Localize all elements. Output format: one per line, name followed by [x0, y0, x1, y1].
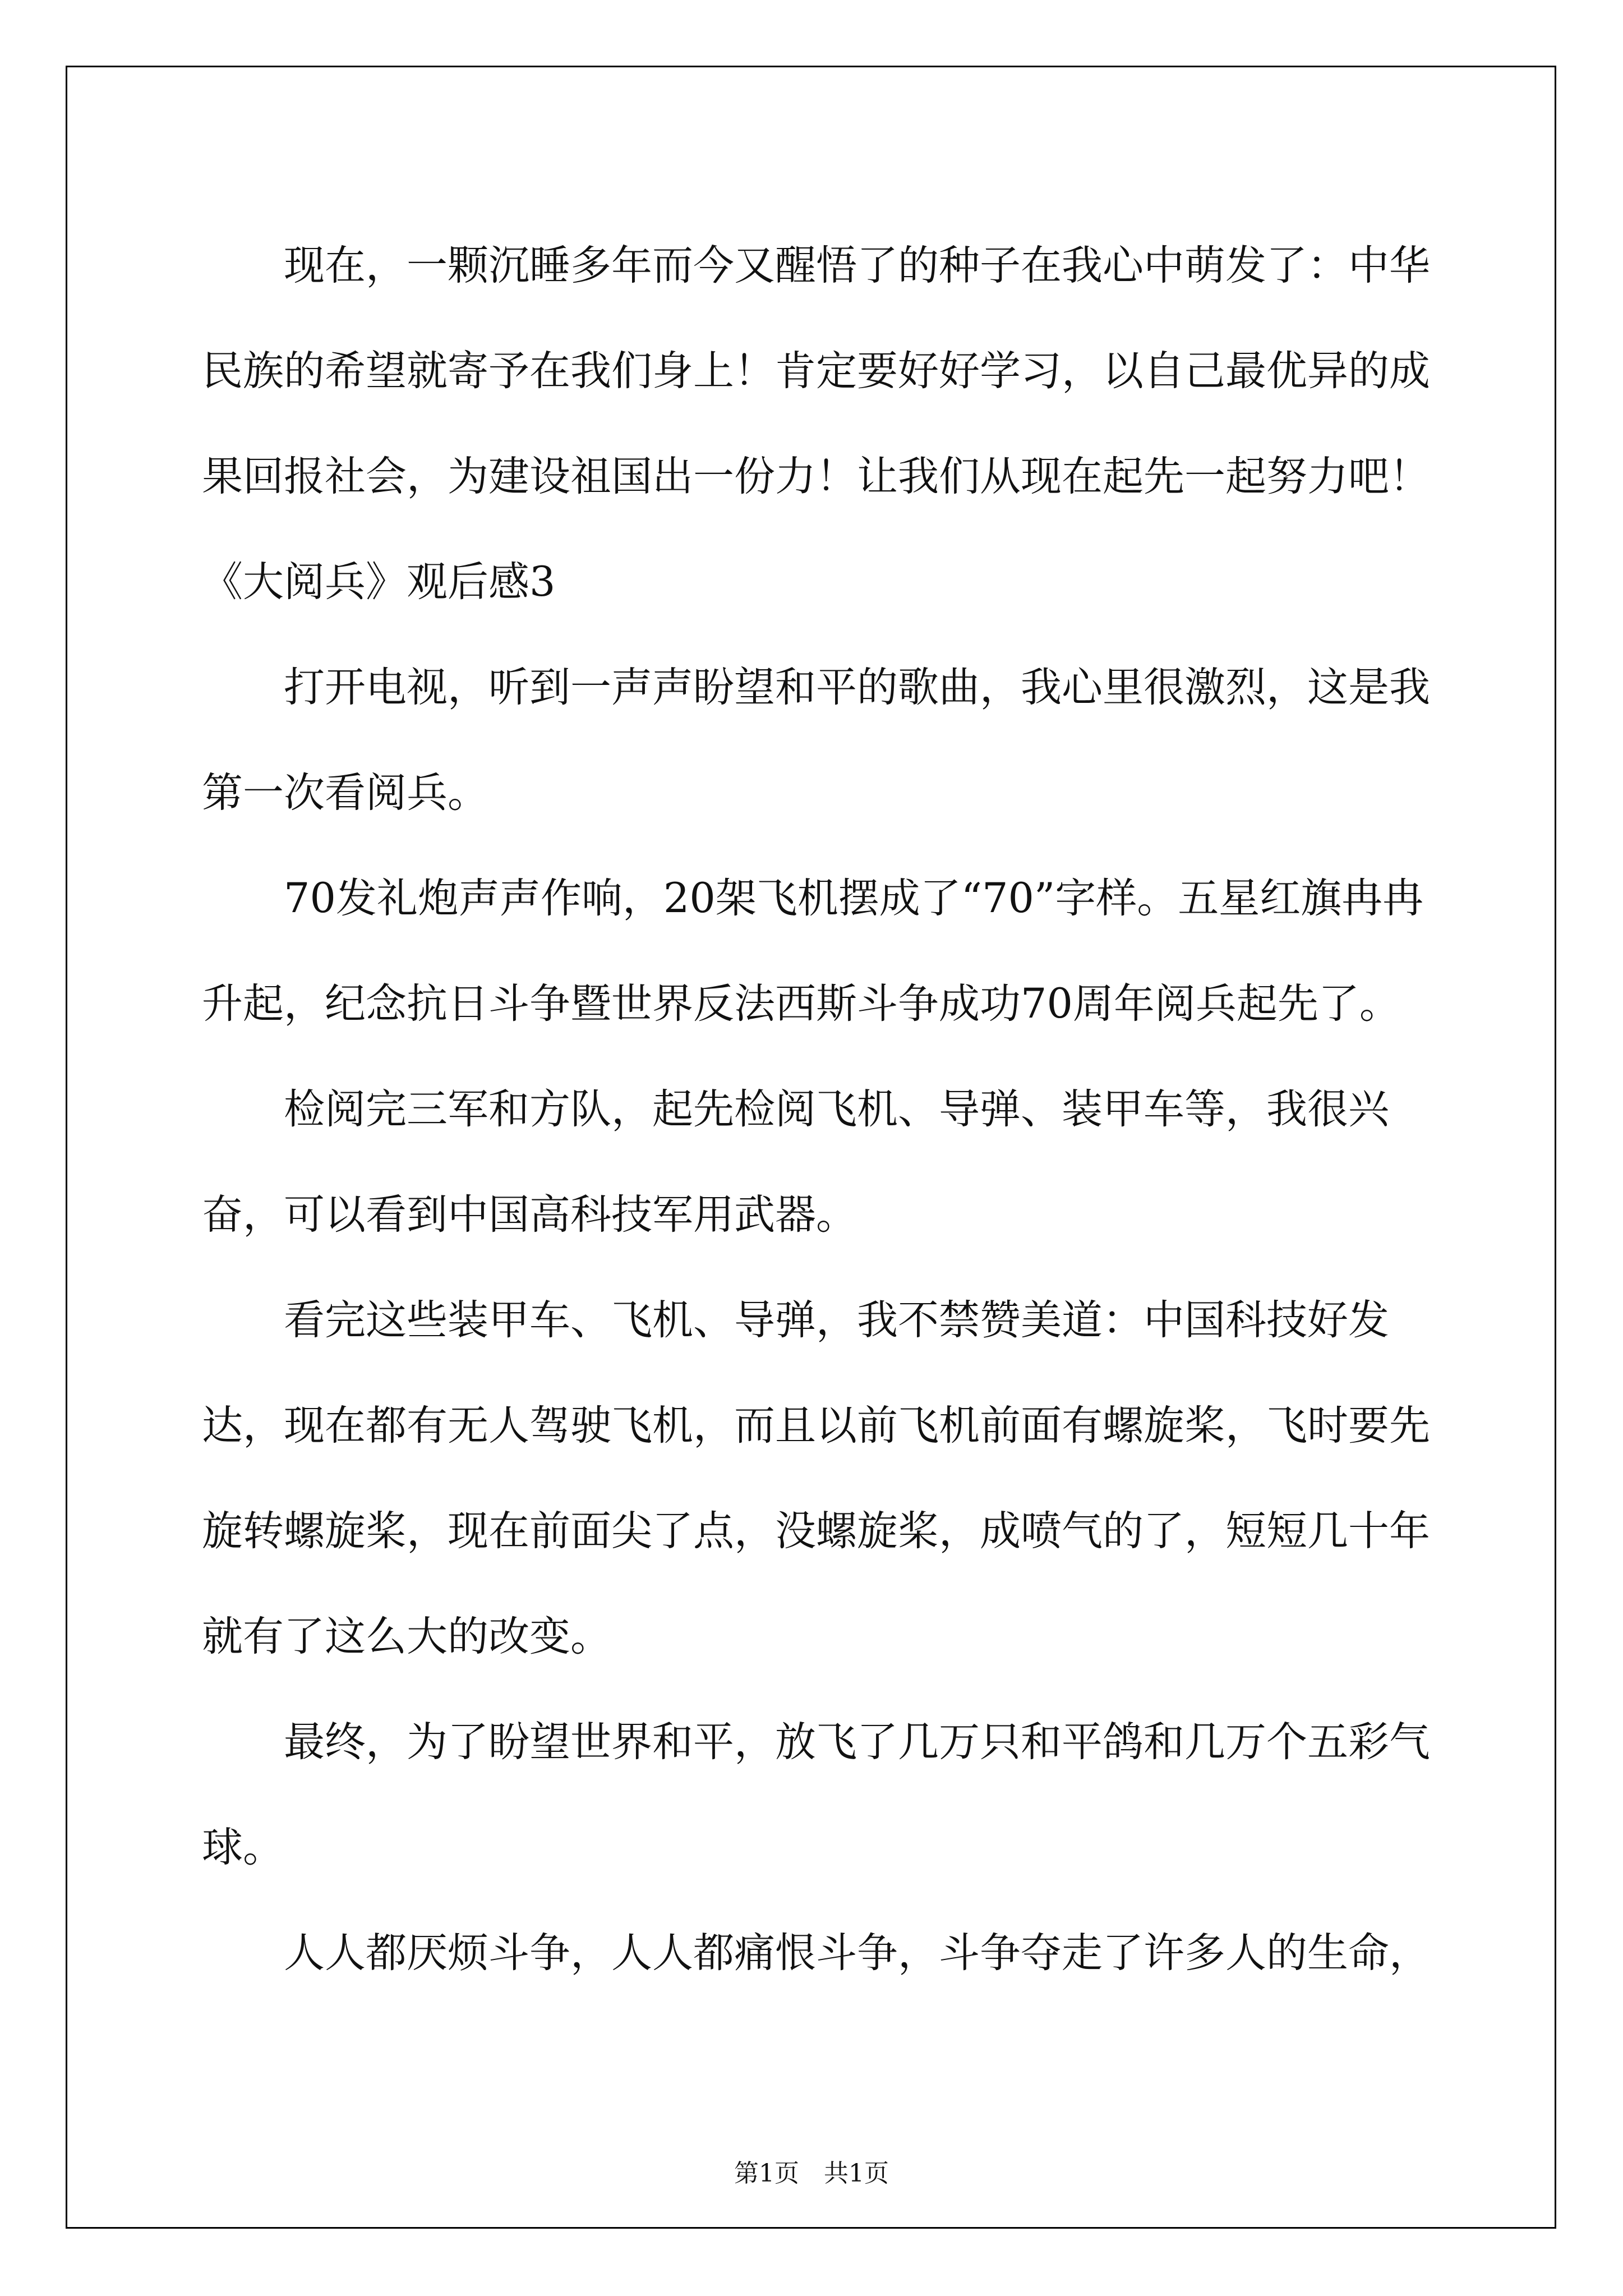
paragraph-3: 70发礼炮声声作响，20架飞机摆成了“70”字样。五星红旗冉冉升起，纪念抗日斗争暨世界反法西斯斗争成功70周年阅兵起先了。 — [202, 875, 1424, 1028]
page-footer — [0, 2157, 1623, 2191]
paragraph-7: 人人都厌烦斗争，人人都痛恨斗争，斗争夺走了许多人的生命， — [284, 1929, 1430, 1977]
document-body — [202, 213, 1436, 2006]
paragraph-5: 看完这些装甲车、飞机、导弹，我不禁赞美道：中国科技好发达，现在都有无人驾驶飞机，而且以前飞机前面有螺旋桨，飞时要先旋转螺旋桨，现在前面尖了点，没螺旋桨，成喷气的了，短短几十年就有了这么大的改变。 — [202, 1296, 1430, 1660]
paragraph-2: 打开电视，听到一声声盼望和平的歌曲，我心里很激烈，这是我第一次看阅兵。 — [202, 664, 1430, 817]
paragraph-4: 检阅完三军和方队，起先检阅飞机、导弹、装甲车等，我很兴奋，可以看到中国高科技军用武器。 — [202, 1085, 1389, 1239]
section-heading: 《大阅兵》观后感3 — [202, 558, 556, 606]
page-total: 共1页 — [824, 2159, 889, 2188]
page-number: 第1页 — [734, 2159, 799, 2188]
paragraph-6: 最终，为了盼望世界和平，放飞了几万只和平鸽和几万个五彩气球。 — [202, 1718, 1430, 1871]
paragraph-1: 现在，一颗沉睡多年而今又醒悟了的种子在我心中萌发了：中华民族的希望就寄予在我们身上！肯定要好好学习，以自己最优异的成果回报社会，为建设祖国出一份力！让我们从现在起先一起努力吧！ — [202, 242, 1430, 500]
